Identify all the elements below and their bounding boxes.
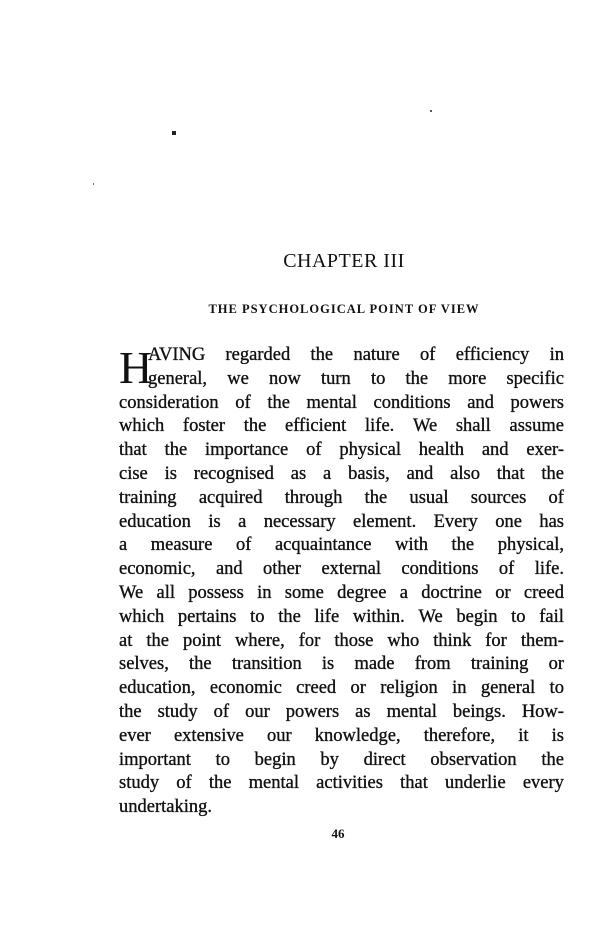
text-line xyxy=(119,534,564,558)
word: We xyxy=(412,416,438,437)
word: the xyxy=(208,773,232,794)
word: of xyxy=(235,392,251,413)
word: usual xyxy=(409,487,449,508)
text-line xyxy=(119,558,564,582)
word: to xyxy=(549,678,564,699)
word: point xyxy=(182,630,221,651)
word: education, xyxy=(119,678,196,699)
word: direct xyxy=(363,749,406,770)
word: it xyxy=(518,725,529,746)
word: at xyxy=(119,630,133,651)
word: We xyxy=(119,582,144,603)
word: for xyxy=(298,630,321,651)
text-line xyxy=(119,487,564,511)
word: ever xyxy=(119,725,151,746)
word: for xyxy=(485,630,507,651)
word: We xyxy=(418,606,443,627)
scan-speck xyxy=(93,183,94,185)
word: activities xyxy=(316,773,383,794)
word: important xyxy=(119,749,191,770)
word: is xyxy=(551,725,564,746)
text-line xyxy=(119,701,564,725)
word: begin xyxy=(254,749,296,770)
word: and xyxy=(467,392,494,413)
word: think xyxy=(433,630,472,651)
word: possess xyxy=(188,582,244,603)
word: made xyxy=(354,654,395,675)
word: our xyxy=(266,725,292,746)
word: those xyxy=(334,630,374,651)
word: the xyxy=(405,368,429,389)
word: acquired xyxy=(198,487,263,508)
word: knowledge, xyxy=(314,725,401,746)
word: conditions xyxy=(373,392,451,413)
word: doctrine xyxy=(421,582,482,603)
text-line xyxy=(119,749,564,773)
word: study xyxy=(119,773,160,794)
word: exer- xyxy=(526,440,564,461)
word: we xyxy=(227,368,249,389)
word: the xyxy=(541,463,564,484)
paragraph-lines xyxy=(119,344,564,820)
word: turn xyxy=(320,368,351,389)
word: life. xyxy=(365,416,395,437)
word: a xyxy=(119,535,128,556)
word: conditions xyxy=(401,559,479,580)
word: creed xyxy=(523,582,564,603)
word: the xyxy=(119,701,142,722)
page-number: 46 xyxy=(331,826,345,841)
word: as xyxy=(290,463,307,484)
text-line xyxy=(119,677,564,701)
word: our xyxy=(245,701,270,722)
chapter-heading: CHAPTER III xyxy=(283,250,405,272)
word: degree xyxy=(337,582,387,603)
word: to xyxy=(250,606,265,627)
word: of xyxy=(419,345,436,365)
word: by xyxy=(320,749,339,770)
word: in xyxy=(257,582,272,603)
word: which xyxy=(119,606,165,627)
word: sources xyxy=(470,487,527,508)
word: external xyxy=(321,559,382,580)
text-line xyxy=(119,582,564,606)
word: AVING xyxy=(148,345,206,365)
word: or xyxy=(350,678,366,699)
word: a xyxy=(399,582,408,603)
word: acquaintance xyxy=(274,535,372,556)
word: the xyxy=(164,440,188,461)
word: nature xyxy=(353,345,400,365)
word: powers xyxy=(285,701,340,722)
text-line xyxy=(119,606,564,630)
word: powers xyxy=(510,392,564,413)
word: to xyxy=(511,606,526,627)
word: beings. xyxy=(452,701,506,722)
word: where, xyxy=(234,630,285,651)
word: basis, xyxy=(348,463,390,484)
word: mental xyxy=(248,773,299,794)
word: economic, xyxy=(119,559,196,580)
word: with xyxy=(395,535,428,556)
word: transition xyxy=(231,654,302,675)
word: creed xyxy=(296,678,337,699)
word: which xyxy=(119,416,165,437)
word: consideration xyxy=(119,392,219,413)
text-line xyxy=(119,344,564,368)
word: the xyxy=(267,392,290,413)
word: that xyxy=(119,440,147,461)
text-line xyxy=(119,653,564,677)
word: observation xyxy=(430,749,517,770)
word: life. xyxy=(534,559,564,580)
drop-cap: H xyxy=(119,342,153,393)
word: the xyxy=(541,749,564,770)
word: and xyxy=(215,559,243,580)
word: general, xyxy=(148,368,208,389)
word: one xyxy=(495,511,522,532)
word: of xyxy=(213,701,230,722)
word: measure xyxy=(150,535,213,556)
word: a xyxy=(323,463,332,484)
text-line xyxy=(119,511,564,535)
word: other xyxy=(263,559,302,580)
word: How- xyxy=(521,701,564,722)
word: of xyxy=(235,535,252,556)
word: of xyxy=(176,773,192,794)
word: the xyxy=(146,630,169,651)
word: that xyxy=(496,463,525,484)
word: through xyxy=(284,487,343,508)
word: now xyxy=(268,368,301,389)
word: physical xyxy=(339,440,401,461)
word: efficient xyxy=(285,416,347,437)
word: education xyxy=(119,511,191,532)
word: study xyxy=(157,701,198,722)
word: training xyxy=(470,654,529,675)
word: specific xyxy=(506,368,564,389)
word: has xyxy=(539,511,564,532)
word: or xyxy=(548,654,564,675)
word: religion xyxy=(380,678,438,699)
word: training xyxy=(119,487,177,508)
word: cise xyxy=(119,463,148,484)
word: economic xyxy=(209,678,282,699)
word: mental xyxy=(306,392,357,413)
chapter-subtitle: THE PSYCHOLOGICAL POINT OF VIEW xyxy=(208,302,480,316)
word: element. xyxy=(353,511,417,532)
word: is xyxy=(321,654,335,675)
word: also xyxy=(450,463,480,484)
word: is xyxy=(164,463,177,484)
text-line xyxy=(119,439,564,463)
word: fail xyxy=(539,606,564,627)
word: some xyxy=(284,582,324,603)
text-line xyxy=(119,796,564,820)
word: mental xyxy=(386,701,437,722)
word: selves, xyxy=(119,654,169,675)
scan-speck xyxy=(430,110,432,112)
word: to xyxy=(370,368,386,389)
word: of xyxy=(548,487,564,508)
word: shall xyxy=(455,416,491,437)
word: or xyxy=(495,582,511,603)
word: extensive xyxy=(173,725,244,746)
text-line xyxy=(119,392,564,416)
word: and xyxy=(406,463,434,484)
word: of xyxy=(498,559,515,580)
word: is xyxy=(208,511,221,532)
word: the xyxy=(278,606,301,627)
word: that xyxy=(400,773,428,794)
word: importance xyxy=(205,440,289,461)
word: the xyxy=(310,345,334,365)
word: general xyxy=(480,678,536,699)
word: pertains xyxy=(177,606,237,627)
word: and xyxy=(481,440,509,461)
scan-speck xyxy=(172,131,176,135)
word: health xyxy=(418,440,464,461)
word: the xyxy=(364,487,388,508)
text-line xyxy=(119,772,564,796)
body-paragraph xyxy=(119,344,564,820)
word: efficiency xyxy=(455,345,530,365)
text-line xyxy=(119,725,564,749)
word: of xyxy=(306,440,322,461)
word: necessary xyxy=(263,511,336,532)
word: them- xyxy=(520,630,564,651)
word: undertaking. xyxy=(119,797,212,818)
word: assume xyxy=(509,416,564,437)
word: begin xyxy=(456,606,498,627)
word: the xyxy=(243,416,267,437)
word: from xyxy=(414,654,451,675)
word: every xyxy=(522,773,564,794)
word: underlie xyxy=(445,773,506,794)
word: life xyxy=(314,606,340,627)
word: more xyxy=(448,368,487,389)
word: to xyxy=(215,749,230,770)
word: who xyxy=(387,630,420,651)
word: as xyxy=(355,701,371,722)
word: a xyxy=(238,511,247,532)
text-line xyxy=(119,415,564,439)
word: the xyxy=(451,535,475,556)
word: regarded xyxy=(225,345,291,365)
word: all xyxy=(156,582,175,603)
text-line xyxy=(119,368,564,392)
word: in xyxy=(452,678,467,699)
word: therefore, xyxy=(423,725,496,746)
word: the xyxy=(189,654,212,675)
text-line xyxy=(119,630,564,654)
text-line xyxy=(119,463,564,487)
word: recognised xyxy=(193,463,274,484)
word: physical, xyxy=(497,535,564,556)
word: foster xyxy=(182,416,226,437)
word: Every xyxy=(433,511,478,532)
word: within. xyxy=(352,606,405,627)
word: in xyxy=(549,345,564,365)
